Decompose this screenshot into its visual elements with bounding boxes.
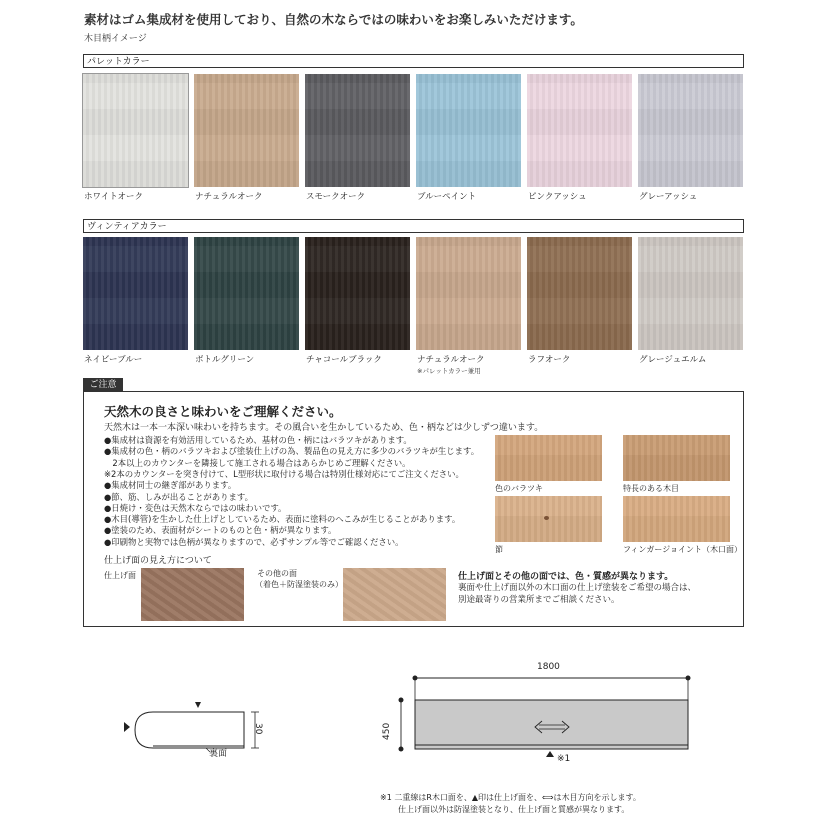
grain-example-image: [623, 435, 730, 481]
vintia-swatch-label: グレージュエルム: [639, 355, 707, 365]
other-face-swatch: [343, 568, 446, 621]
palette-swatch-label: グレーアッシュ: [639, 192, 698, 202]
caution-bullet: ●集成材は資源を有効活用しているため、基材の色・柄にはバラツキがあります。: [104, 435, 412, 445]
vintia-swatch: [194, 237, 299, 350]
other-face-label: その他の面: [257, 569, 297, 578]
grain-example-label: 節: [495, 545, 503, 554]
palette-swatch: [305, 74, 410, 187]
palette-swatch: [83, 74, 188, 187]
difference-line-1: 裏面や仕上げ面以外の木口面の仕上げ塗装をご希望の場合は、: [458, 583, 697, 593]
palette-swatch: [638, 74, 743, 187]
caution-bullet: ※2本のカウンターを突き付けて、L型形状に取付ける場合は特別仕様対応にてご注文ください。: [104, 468, 464, 479]
width-dim: 1800: [537, 662, 560, 672]
caution-tab: ご注意: [83, 378, 123, 392]
vintia-swatch-label: ラフオーク: [528, 355, 571, 365]
vintia-swatch-label: チャコールブラック: [306, 355, 382, 365]
note-mark: ※1: [557, 754, 571, 764]
grain-example-label: フィンガージョイント（木口面）: [623, 545, 743, 554]
caution-bullet: 2本以上のカウンターを隣接して施工される場合はあらかじめご理解ください。: [104, 457, 411, 468]
palette-section-header: パレットカラー: [83, 54, 744, 68]
caution-bullet: ●節、筋、しみが出ることがあります。: [104, 491, 254, 502]
intro-headline: 素材はゴム集成材を使用しており、自然の木ならではの味わいをお楽しみいただけます。: [84, 12, 583, 27]
top-view-diagram: [390, 668, 710, 768]
palette-swatch: [194, 74, 299, 187]
thickness-dim: 30: [253, 723, 263, 735]
difference-title: 仕上げ面とその他の面では、色・質感が異なります。: [458, 572, 674, 582]
grain-example-label: 特長のある木目: [623, 484, 679, 493]
difference-line-2: 別途最寄りの営業所までご相談ください。: [458, 595, 620, 605]
vintia-swatch: [83, 237, 188, 350]
caution-bullet: ●日焼け・変色は天然木ならではの味わいです。: [104, 502, 287, 513]
vintia-swatch: [638, 237, 743, 350]
vintia-swatch: [305, 237, 410, 350]
palette-swatch-label: ピンクアッシュ: [528, 192, 587, 202]
palette-swatch-label: ホワイトオーク: [84, 192, 143, 202]
counter-top-view: [415, 700, 688, 749]
knot-mark: [544, 516, 549, 520]
palette-swatch: [527, 74, 632, 187]
vintia-swatch: [527, 237, 632, 350]
caution-bullet: ●印刷物と実物では色柄が異なりますので、必ずサンプル等でご確認ください。: [104, 536, 404, 547]
grain-example-label: 色のバラツキ: [495, 484, 543, 493]
caution-headline: 天然木の良さと味わいをご理解ください。: [104, 404, 342, 419]
vintia-section-header: ヴィンティアカラー: [83, 219, 744, 233]
vintia-swatch-label: ボトルグリーン: [195, 355, 255, 365]
caution-bullet: ●集成材同士の継ぎ部があります。: [104, 480, 237, 491]
finish-face-marker-icon: [195, 702, 201, 708]
caution-bullet: ●木目(導管)を生かした仕上げとしているため、表面に塗料のへこみが生じることがあります。: [104, 514, 461, 525]
r-edge-marker-icon: [124, 722, 130, 732]
depth-dim: 450: [382, 722, 392, 740]
grain-example-image: [495, 435, 602, 481]
vintia-swatch-note: ※パレットカラー兼用: [417, 367, 481, 375]
vintia-swatch-label: ナチュラルオーク: [417, 355, 485, 365]
grain-example-image: [623, 496, 730, 542]
other-face-sublabel: （着色＋防湿塗装のみ）: [255, 580, 343, 589]
finish-face-marker-icon: [546, 751, 554, 757]
caution-bullet: ●塗装のため、表面材がシートのものと色・柄が異なります。: [104, 525, 337, 536]
palette-swatch-label: スモークオーク: [306, 192, 366, 202]
finish-title: 仕上げ面の見え方について: [104, 556, 212, 566]
vintia-swatch-label: ネイビーブルー: [84, 355, 143, 365]
vintia-swatch: [416, 237, 521, 350]
palette-swatch-label: ブルーペイント: [417, 192, 477, 202]
footnote-1: ※1 二重線はR木口面を、▲印は仕上げ面を、⟺は木目方向を示します。: [380, 793, 641, 802]
wood-image-label: 木目柄イメージ: [84, 34, 147, 44]
finished-face-label: 仕上げ面: [104, 571, 136, 580]
finished-face-swatch: [141, 568, 244, 621]
palette-swatch: [416, 74, 521, 187]
caution-bullet: ●集成材の色・柄のバラツキおよび塗装仕上げの為、製品色の見え方に多少のバラツキが生じます。: [104, 446, 480, 457]
palette-swatch-label: ナチュラルオーク: [195, 192, 263, 202]
back-face-label: 裏面: [209, 749, 228, 759]
footnote-2: 仕上げ面以外は防湿塗装となり、仕上げ面と質感が異なります。: [398, 805, 630, 814]
caution-intro: 天然木は一本一本深い味わいを持ちます。その風合いを生かしているため、色・柄などは少しずつ違います。: [104, 423, 544, 433]
